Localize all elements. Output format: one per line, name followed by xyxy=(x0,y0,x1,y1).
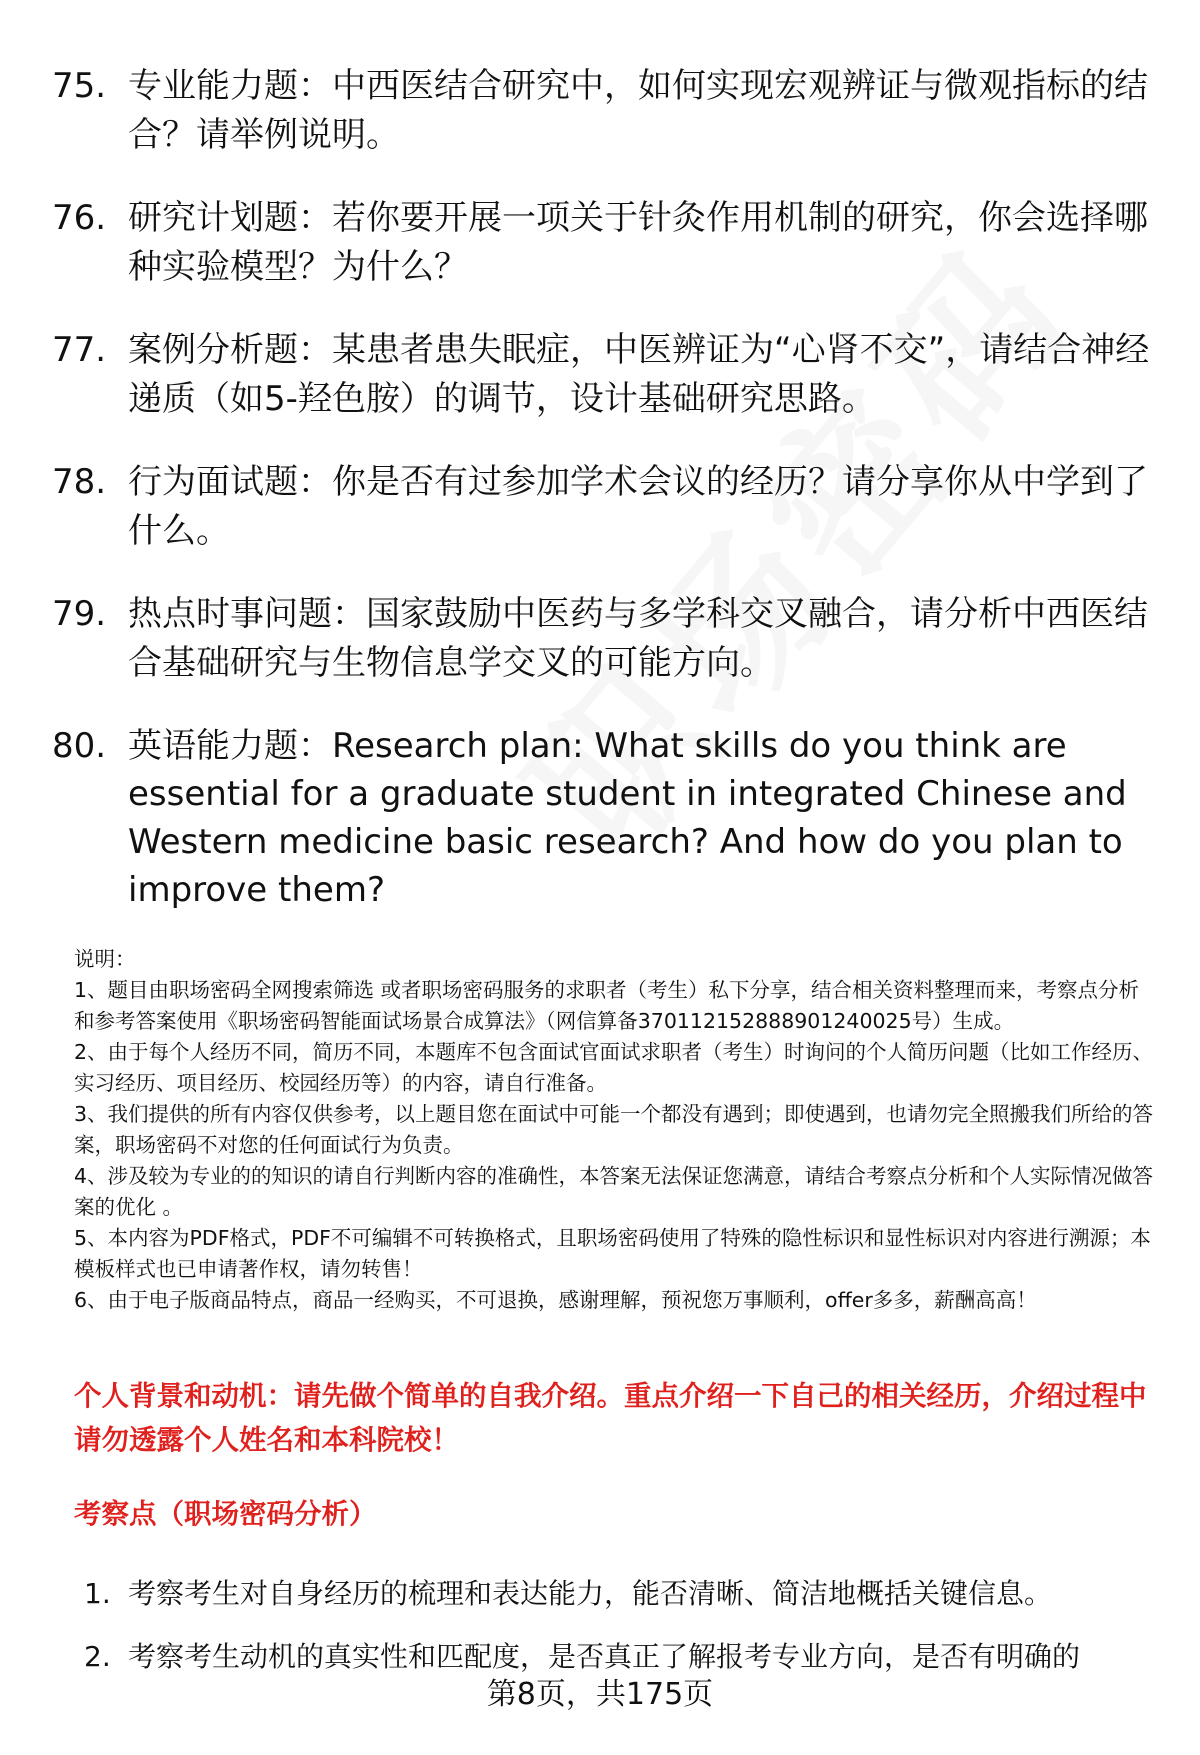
analysis-point xyxy=(84,1637,1164,1677)
question-text: 行为面试题：你是否有过参加学术会议的经历？请分享你从中学到了什么。 xyxy=(128,462,1148,551)
point-text: 考察考生动机的真实性和匹配度，是否真正了解报考专业方向，是否有明确的 xyxy=(128,1640,1081,1673)
question-number: 78. xyxy=(52,462,107,502)
point-number: 1. xyxy=(84,1577,111,1610)
note-item: 6、由于电子版商品特点，商品一经购买，不可退换，感谢理解，预祝您万事顺利，offer多多，薪酬高高！ xyxy=(74,1288,1037,1312)
point-text: 考察考生对自身经历的梳理和表达能力，能否清晰、简洁地概括关键信息。 xyxy=(128,1577,1053,1610)
question-number: 75. xyxy=(52,66,107,106)
page-footer: 第8页，共175页 xyxy=(486,1677,714,1712)
question-item xyxy=(52,722,1152,914)
note-item: 1、题目由职场密码全网搜索筛选 或者职场密码服务的求职者（考生）私下分享，结合相关资料整理而来，考察点分析和参考答案使用《职场密码智能面试场景合成算法》（网信算备370112152888901240025号）生成。 xyxy=(74,978,1140,1033)
analysis-point xyxy=(84,1574,1164,1614)
note-item: 4、涉及较为专业的的知识的请自行判断内容的准确性，本答案无法保证您满意，请结合考察点分析和个人实际情况做答案的优化 。 xyxy=(74,1164,1154,1219)
personal-background-heading: 个人背景和动机：请先做个简单的自我介绍。重点介绍一下自己的相关经历，介绍过程中请勿透露个人姓名和本科院校！ xyxy=(74,1380,1147,1456)
question-list xyxy=(52,62,1152,948)
notes-section xyxy=(74,944,1154,1316)
question-text: 热点时事问题：国家鼓励中医药与多学科交叉融合，请分析中西医结合基础研究与生物信息学交叉的可能方向。 xyxy=(128,594,1148,683)
note-item: 2、由于每个人经历不同，简历不同，本题库不包含面试官面试求职者（考生）时询问的个人简历问题（比如工作经历、实习经历、项目经历、校园经历等）的内容，请自行准备。 xyxy=(74,1040,1154,1095)
question-text: 案例分析题：某患者患失眠症，中医辨证为“心肾不交”，请结合神经递质（如5-羟色胺）的调节，设计基础研究思路。 xyxy=(128,330,1150,419)
question-item xyxy=(52,62,1152,160)
question-number: 79. xyxy=(52,594,107,634)
analysis-heading: 考察点（职场密码分析） xyxy=(74,1498,377,1530)
question-number: 80. xyxy=(52,726,107,766)
question-number: 76. xyxy=(52,198,107,238)
question-item xyxy=(52,326,1152,424)
note-item: 5、本内容为PDF格式，PDF不可编辑不可转换格式，且职场密码使用了特殊的隐性标识和显性标识对内容进行溯源；本模板样式也已申请著作权，请勿转售！ xyxy=(74,1226,1151,1281)
note-item: 3、我们提供的所有内容仅供参考，以上题目您在面试中可能一个都没有遇到；即使遇到，也请勿完全照搬我们所给的答案，职场密码不对您的任何面试行为负责。 xyxy=(74,1102,1154,1157)
question-item xyxy=(52,194,1152,292)
question-text: 英语能力题：Research plan: What skills do you think are essential for a graduate student in integrated Chinese and Western medicine basic research? And how do you plan to improve them? xyxy=(128,726,1127,910)
question-item xyxy=(52,590,1152,688)
question-text: 研究计划题：若你要开展一项关于针灸作用机制的研究，你会选择哪种实验模型？为什么？ xyxy=(128,198,1148,287)
point-number: 2. xyxy=(84,1640,111,1673)
question-number: 77. xyxy=(52,330,107,370)
question-item xyxy=(52,458,1152,556)
notes-title: 说明： xyxy=(74,947,136,971)
question-text: 专业能力题：中西医结合研究中，如何实现宏观辨证与微观指标的结合？请举例说明。 xyxy=(128,66,1148,155)
